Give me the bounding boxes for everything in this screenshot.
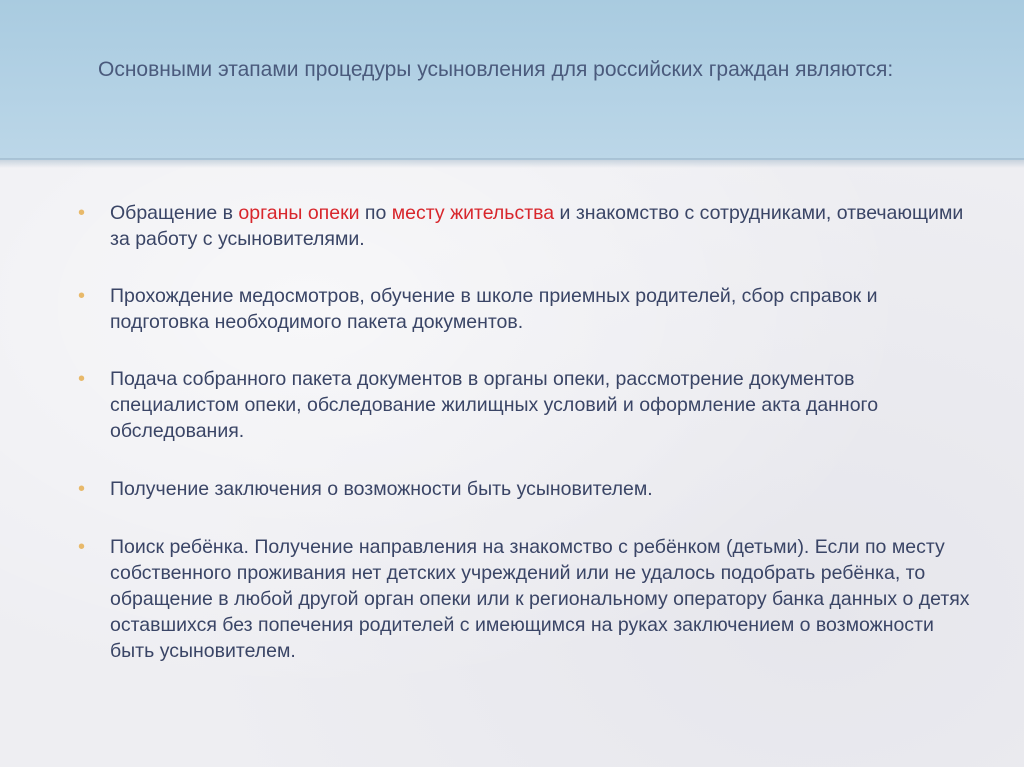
bullet-icon: • [78,285,86,307]
item-text: Подача собранного пакета документов в органы опеки, рассмотрение документов специалистом опеки, обследование жилищных условий и оформление акта данного обследования. [110,368,879,442]
bullet-icon: • [78,202,86,224]
bullet-list [78,200,978,664]
highlight-place-of-residence: месту жительства [391,202,555,224]
list-item [78,283,978,335]
item-text-mid: по [359,202,392,224]
item-text-start: Обращение в [110,202,239,224]
item-text: Поиск ребёнка. Получение направления на знакомство с ребёнком (детьми). Если по месту собственного проживания нет детских учреждений или не удалось подобрать ребёнка, то обращение в любой другой орган опеки или к региональному оператору банка данных о детях оставшихся без попечения родителей с имеющимся на руках заключением о возможности быть усыновителем. [110,536,970,662]
list-item [78,476,978,502]
bullet-icon: • [78,368,86,390]
list-item [78,366,978,444]
bullet-icon: • [78,536,86,558]
item-text: Прохождение медосмотров, обучение в школе приемных родителей, сбор справок и подготовка необходимого пакета документов. [110,285,878,333]
title-bar [0,0,1024,160]
item-text: Получение заключения о возможности быть усыновителем. [110,478,653,500]
bullet-icon: • [78,478,86,500]
slide-title: Основными этапами процедуры усыновления для российских граждан являются: [98,58,894,81]
list-item [78,534,978,664]
list-item [78,200,978,252]
title-bar-shadow [0,158,1024,168]
highlight-guardianship-bodies: органы опеки [238,202,360,224]
item-text-end: и знакомство с сотрудниками, отвечающими за работу с усыновителями. [110,202,964,250]
